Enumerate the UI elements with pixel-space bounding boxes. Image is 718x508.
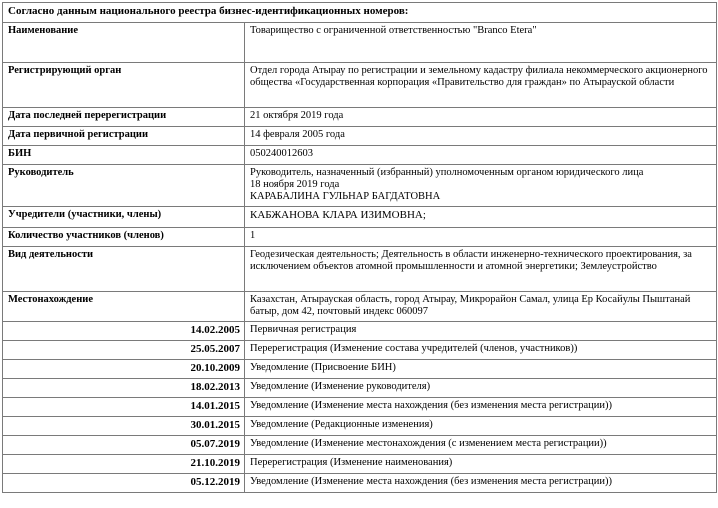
history-event: Уведомление (Изменение местонахождения (с изменением места регистрации)) <box>245 436 717 455</box>
founders-label: Учредители (участники, члены) <box>3 207 245 228</box>
history-date: 20.10.2009 <box>3 360 245 379</box>
history-row <box>3 436 717 455</box>
history-date: 05.07.2019 <box>3 436 245 455</box>
activity-value: Геодезическая деятельность; Деятельность в области инженерно-технического проектирования, за исключением объектов атомной промышленности и атомной энергетики; Землеустройство <box>245 247 717 292</box>
history-event: Перерегистрация (Изменение состава учредителей (членов, участников)) <box>245 341 717 360</box>
history-event: Уведомление (Изменение места нахождения (без изменения места регистрации)) <box>245 398 717 417</box>
row-participants-count <box>3 228 717 247</box>
row-location <box>3 292 717 322</box>
history-event: Уведомление (Присвоение БИН) <box>245 360 717 379</box>
row-registering-body <box>3 63 717 108</box>
history-event: Уведомление (Изменение места нахождения (без изменения места регистрации)) <box>245 474 717 493</box>
first-registration-value: 14 февраля 2005 года <box>245 127 717 146</box>
history-date: 18.02.2013 <box>3 379 245 398</box>
history-row <box>3 474 717 493</box>
history-date: 25.05.2007 <box>3 341 245 360</box>
head-position: Руководитель, назначенный (избранный) уполномоченным органом юридического лица <box>250 167 644 178</box>
history-date: 05.12.2019 <box>3 474 245 493</box>
bin-label: БИН <box>3 146 245 165</box>
history-event: Первичная регистрация <box>245 322 717 341</box>
head-name: КАРАБАЛИНА ГУЛЬНАР БАГДАТОВНА <box>250 191 441 202</box>
history-event: Уведомление (Изменение руководителя) <box>245 379 717 398</box>
row-last-reregistration <box>3 108 717 127</box>
header-row <box>3 3 717 23</box>
head-label: Руководитель <box>3 165 245 207</box>
history-date: 14.02.2005 <box>3 322 245 341</box>
history-event: Перерегистрация (Изменение наименования) <box>245 455 717 474</box>
row-activity <box>3 247 717 292</box>
row-founders <box>3 207 717 228</box>
history-date: 21.10.2019 <box>3 455 245 474</box>
row-first-registration <box>3 127 717 146</box>
row-name <box>3 23 717 63</box>
head-value <box>245 165 717 207</box>
head-date: 18 ноября 2019 года <box>250 179 340 190</box>
history-row <box>3 398 717 417</box>
history-row <box>3 341 717 360</box>
history-date: 30.01.2015 <box>3 417 245 436</box>
history-row <box>3 322 717 341</box>
location-value: Казахстан, Атырауская область, город Атырау, Микрорайон Самал, улица Ер Косайулы Пыштанай батыр, дом 42, почтовый индекс 060097 <box>245 292 717 322</box>
history-row <box>3 455 717 474</box>
history-row <box>3 417 717 436</box>
founders-value: КАБЖАНОВА КЛАРА ИЗИМОВНА; <box>245 207 717 228</box>
name-label: Наименование <box>3 23 245 63</box>
registering-body-label: Регистрирующий орган <box>3 63 245 108</box>
last-reregistration-label: Дата последней перерегистрации <box>3 108 245 127</box>
participants-count-label: Количество участников (членов) <box>3 228 245 247</box>
history-date: 14.01.2015 <box>3 398 245 417</box>
activity-label: Вид деятельности <box>3 247 245 292</box>
registry-table <box>2 2 717 493</box>
registering-body-value: Отдел города Атырау по регистрации и земельному кадастру филиала некоммерческого акционерного общества «Государственная корпорация «Правительство для граждан» по Атырауской области <box>245 63 717 108</box>
history-row <box>3 360 717 379</box>
history-event: Уведомление (Редакционные изменения) <box>245 417 717 436</box>
name-value: Товарищество с ограниченной ответственностью "Branco Etera" <box>245 23 717 63</box>
first-registration-label: Дата первичной регистрации <box>3 127 245 146</box>
registry-header: Согласно данным национального реестра бизнес-идентификационных номеров: <box>3 3 717 23</box>
row-bin <box>3 146 717 165</box>
history-row <box>3 379 717 398</box>
location-label: Местонахождение <box>3 292 245 322</box>
row-head <box>3 165 717 207</box>
participants-count-value: 1 <box>245 228 717 247</box>
bin-value: 050240012603 <box>245 146 717 165</box>
last-reregistration-value: 21 октября 2019 года <box>245 108 717 127</box>
